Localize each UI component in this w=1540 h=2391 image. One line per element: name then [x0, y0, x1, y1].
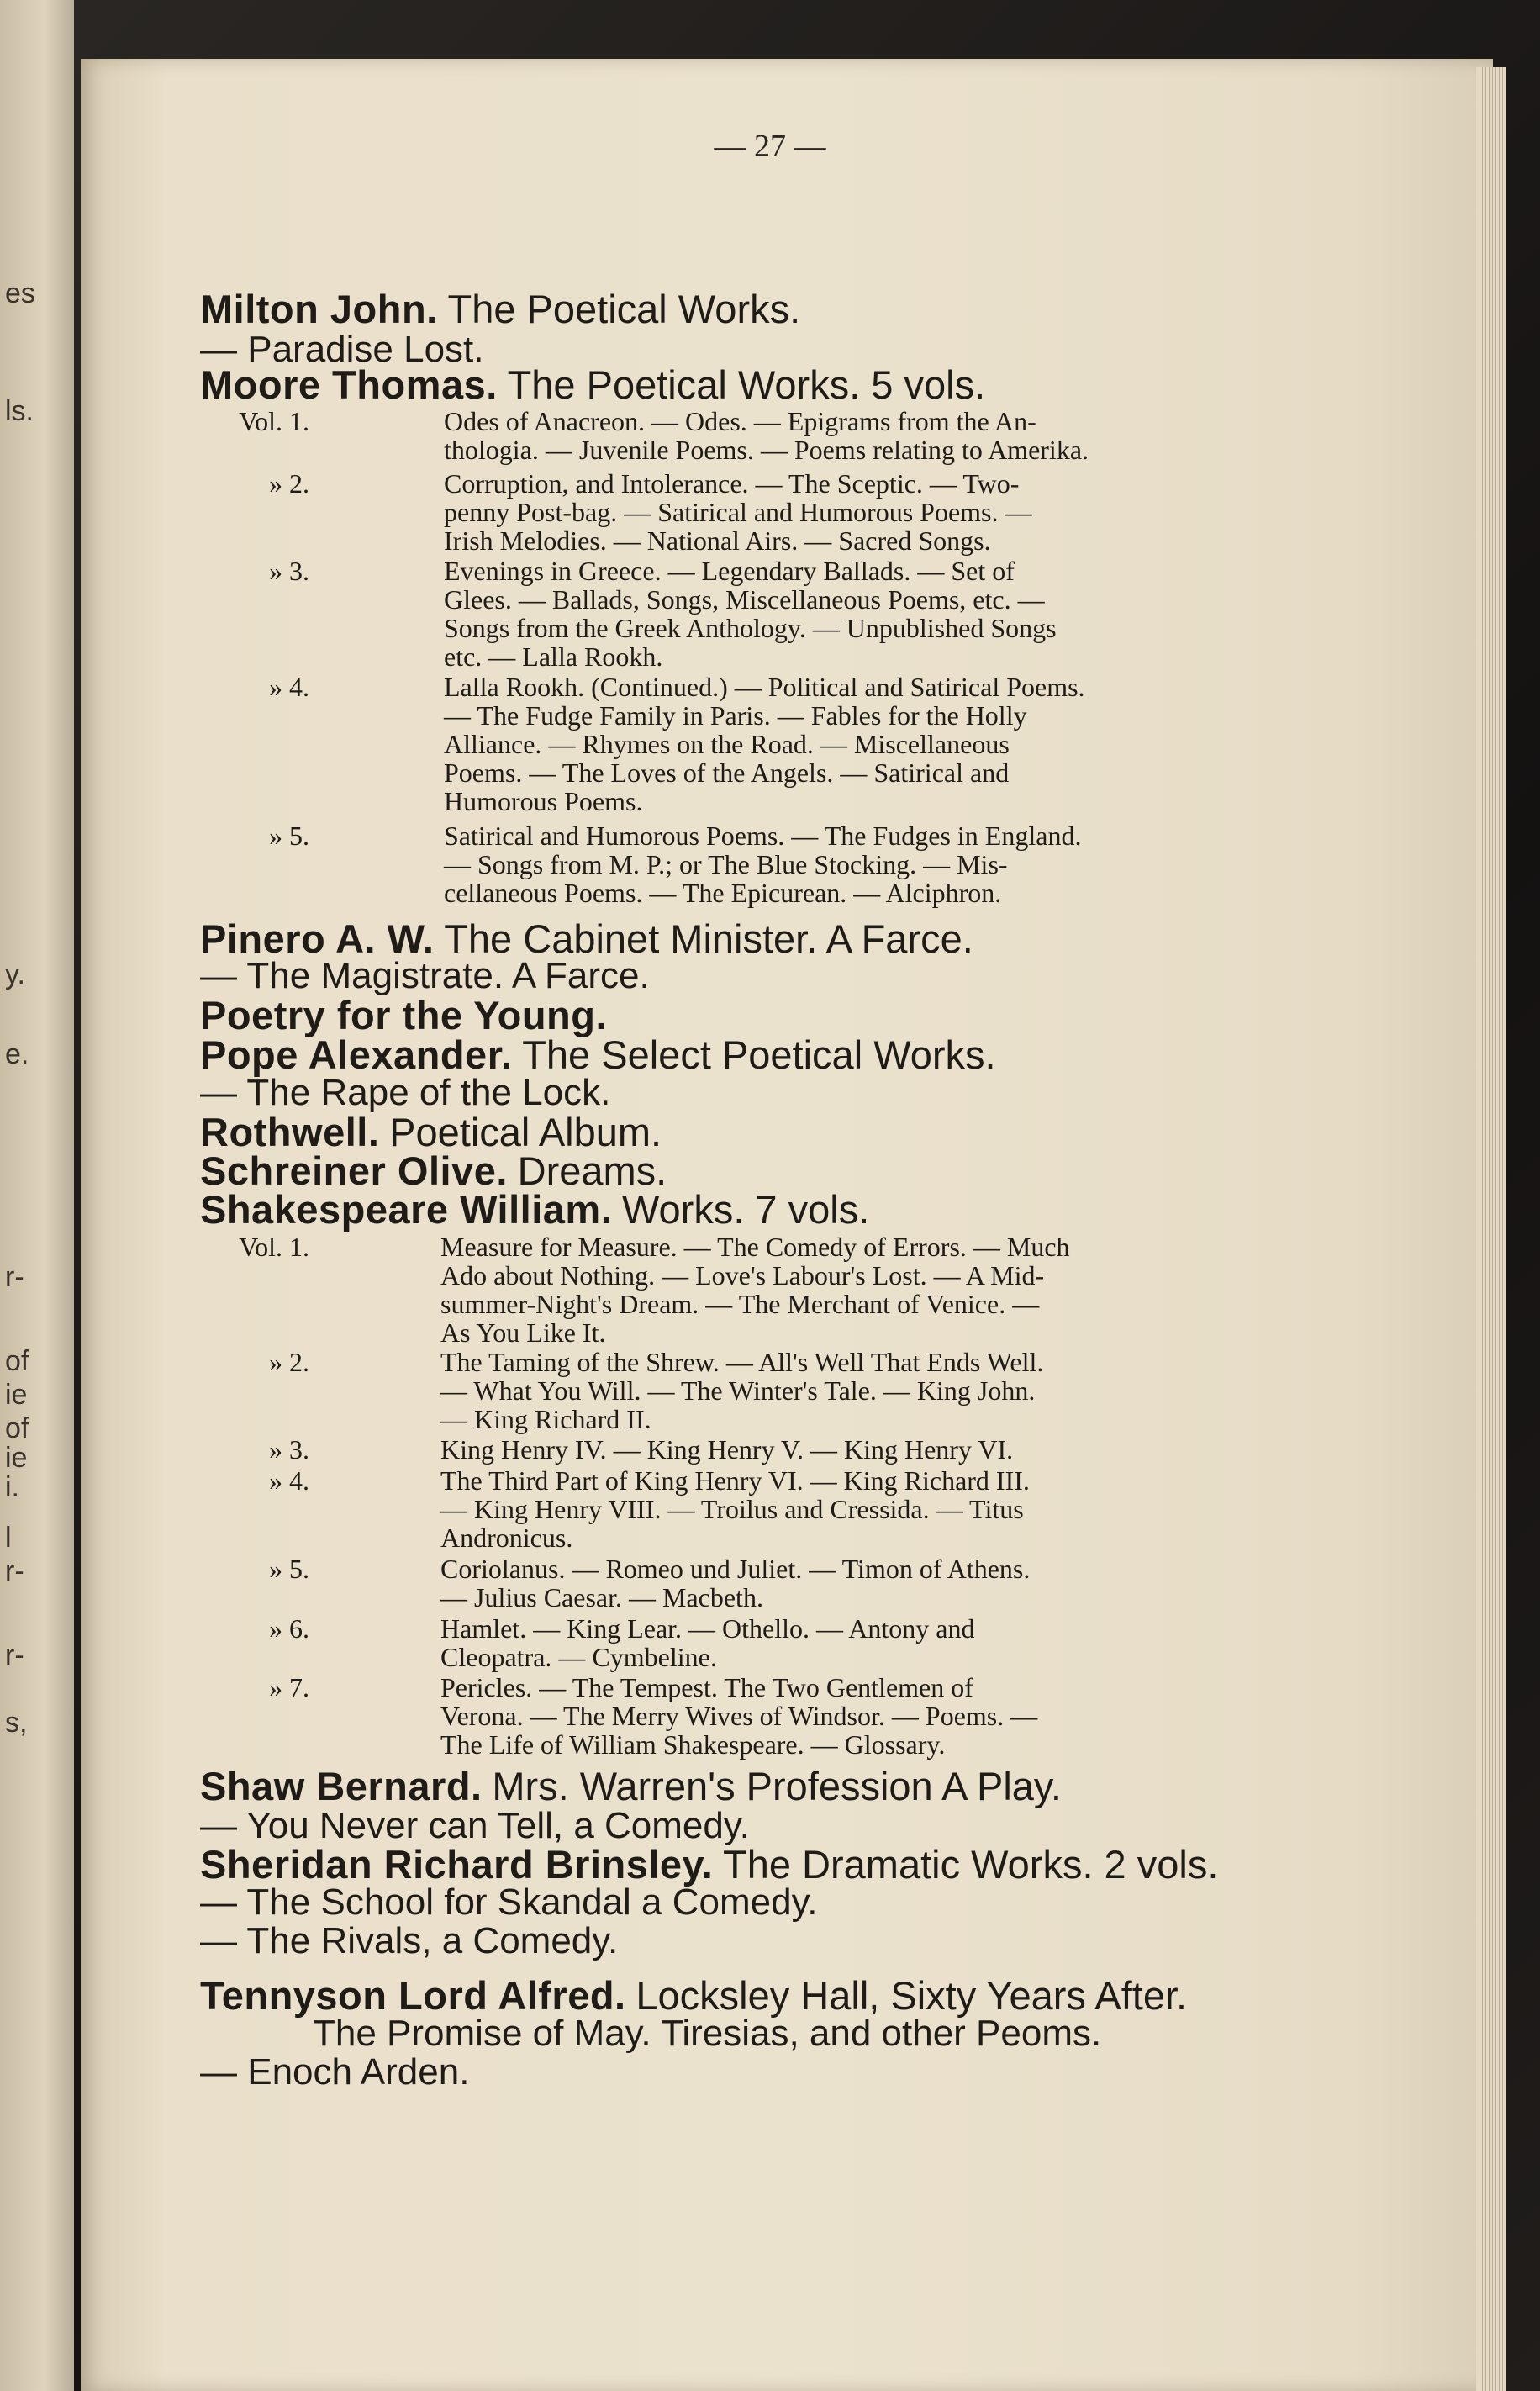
entry-title: Works. 7 vols.	[622, 1187, 870, 1232]
vol-line: The Life of William Shakespeare. — Glossary.	[440, 1729, 946, 1760]
entry-moore	[200, 364, 985, 407]
vol-text	[444, 407, 1089, 464]
vol-line: Glees. — Ballads, Songs, Miscellaneous Poems, etc. —	[444, 584, 1045, 615]
vol-line: cellaneous Poems. — The Epicurean. — Alciphron.	[444, 878, 1002, 908]
entry-author: Poetry for the Young.	[200, 993, 608, 1037]
left-page-edge	[0, 0, 74, 2391]
vol-label: » 3.	[269, 556, 309, 586]
entry-author: Moore Thomas.	[200, 362, 498, 407]
entry-author: Shakespeare William.	[200, 1187, 613, 1232]
vol-label: » 5.	[269, 821, 309, 851]
vol-label: » 2.	[269, 468, 309, 499]
vol-text	[444, 557, 1057, 671]
vol-label: » 3.	[269, 1434, 309, 1465]
margin-fragment: r-	[5, 1555, 24, 1587]
vol-text	[440, 1232, 1070, 1347]
vol-text	[444, 673, 1085, 815]
entry-sub-tennyson-1: The Promise of May. Tiresias, and other Peoms.	[313, 2013, 1102, 2054]
entry-title: Locksley Hall, Sixty Years After.	[636, 1973, 1188, 2018]
entry-title: The Cabinet Minister. A Farce.	[444, 916, 973, 961]
margin-fragment: i.	[5, 1471, 19, 1503]
entry-title: The Poetical Works. 5 vols.	[507, 362, 986, 407]
vol-label: Vol. 1.	[239, 1232, 309, 1262]
entry-title: Dreams.	[517, 1148, 667, 1193]
vol-line: — What You Will. — The Winter's Tale. — King John.	[440, 1375, 1036, 1406]
entry-sheridan	[200, 1844, 1218, 1887]
margin-fragment: ie	[5, 1442, 28, 1474]
vol-line: The Third Part of King Henry VI. — King Richard III.	[440, 1465, 1030, 1496]
vol-text	[444, 469, 1031, 555]
entry-title: The Dramatic Works. 2 vols.	[723, 1842, 1219, 1887]
vol-line: Cleopatra. — Cymbeline.	[440, 1642, 717, 1672]
vol-line: Pericles. — The Tempest. The Two Gentlemen of	[440, 1672, 973, 1702]
entry-sub-pope: — The Rape of the Lock.	[200, 1072, 611, 1113]
entry-author: Pope Alexander.	[200, 1032, 513, 1077]
vol-line: The Taming of the Shrew. — All's Well That Ends Well.	[440, 1347, 1044, 1377]
entry-sub-tennyson-2: — Enoch Arden.	[200, 2051, 470, 2093]
entry-milton	[200, 288, 800, 331]
entry-shaw	[200, 1766, 1062, 1808]
vol-line: Irish Melodies. — National Airs. — Sacred Songs.	[444, 525, 991, 556]
margin-fragment: ie	[5, 1379, 28, 1411]
entry-sub-sheridan-1: — The School for Skandal a Comedy.	[200, 1882, 818, 1923]
vol-line: Coriolanus. — Romeo und Juliet. — Timon of Athens.	[440, 1554, 1031, 1584]
vol-label: » 6.	[269, 1613, 309, 1644]
vol-label: » 2.	[269, 1347, 309, 1377]
entry-title: The Poetical Works.	[447, 287, 801, 331]
entry-author: Milton John.	[200, 287, 438, 331]
vol-text	[440, 1435, 1013, 1464]
entry-sub-shaw: — You Never can Tell, a Comedy.	[200, 1805, 750, 1846]
entry-author: Pinero A. W.	[200, 916, 435, 961]
vol-text	[440, 1466, 1030, 1552]
entry-tennyson	[200, 1975, 1187, 2018]
entry-author: Tennyson Lord Alfred.	[200, 1973, 626, 2018]
entry-title: Poetical Album.	[389, 1110, 662, 1154]
vol-line: Evenings in Greece. — Legendary Ballads. — Set of	[444, 556, 1015, 586]
vol-line: summer-Night's Dream. — The Merchant of Venice. —	[440, 1289, 1040, 1319]
vol-line: Odes of Anacreon. — Odes. — Epigrams from the An-	[444, 406, 1036, 436]
vol-label: » 5.	[269, 1554, 309, 1584]
margin-fragment: s,	[5, 1707, 28, 1739]
vol-text	[440, 1614, 974, 1671]
vol-line: Measure for Measure. — The Comedy of Errors. — Much	[440, 1232, 1070, 1262]
vol-line: etc. — Lalla Rookh.	[444, 641, 663, 672]
entry-shakespeare	[200, 1189, 869, 1232]
vol-line: Alliance. — Rhymes on the Road. — Miscellaneous	[444, 729, 1010, 759]
margin-fragment: of	[5, 1412, 29, 1444]
vol-label: Vol. 1.	[239, 406, 309, 436]
entry-sub-pinero: — The Magistrate. A Farce.	[200, 955, 650, 996]
entry-sub-sheridan-2: — The Rivals, a Comedy.	[200, 1920, 619, 1961]
vol-text	[440, 1673, 1037, 1759]
entry-author: Rothwell.	[200, 1110, 380, 1154]
vol-line: King Henry IV. — King Henry V. — King Henry VI.	[440, 1434, 1014, 1465]
vol-text	[440, 1348, 1043, 1433]
vol-text	[440, 1554, 1030, 1612]
vol-line: — King Richard II.	[440, 1404, 651, 1434]
vol-line: — Songs from M. P.; or The Blue Stocking. — Mis-	[444, 849, 1008, 879]
vol-line: Songs from the Greek Anthology. — Unpublished Songs	[444, 613, 1057, 643]
vol-label: » 4.	[269, 1465, 309, 1496]
margin-fragment: r-	[5, 1261, 24, 1293]
entry-author: Shaw Bernard.	[200, 1764, 483, 1808]
vol-text	[444, 821, 1081, 907]
vol-line: Verona. — The Merry Wives of Windsor. — Poems. —	[440, 1701, 1038, 1731]
vol-line: — The Fudge Family in Paris. — Fables for the Holly	[444, 700, 1027, 731]
vol-line: Satirical and Humorous Poems. — The Fudges in England.	[444, 821, 1082, 851]
vol-line: Poems. — The Loves of the Angels. — Satirical and	[444, 757, 1010, 788]
vol-line: Lalla Rookh. (Continued.) — Political and Satirical Poems.	[444, 672, 1085, 702]
entry-author: Sheridan Richard Brinsley.	[200, 1842, 714, 1887]
vol-label: » 7.	[269, 1672, 309, 1702]
vol-line: penny Post-bag. — Satirical and Humorous Poems. —	[444, 497, 1032, 527]
margin-fragment: e.	[5, 1038, 29, 1070]
entry-title: Mrs. Warren's Profession A Play.	[492, 1764, 1062, 1808]
entry-pope	[200, 1034, 996, 1077]
vol-line: thologia. — Juvenile Poems. — Poems relating to Amerika.	[444, 435, 1089, 465]
margin-fragment: y.	[5, 958, 25, 990]
vol-line: Andronicus.	[440, 1523, 573, 1553]
margin-fragment: r-	[5, 1639, 24, 1671]
vol-label: » 4.	[269, 672, 309, 702]
page-number: — 27 —	[714, 129, 826, 164]
entry-sub-milton: — Paradise Lost.	[200, 329, 484, 370]
margin-fragment: es	[5, 277, 35, 309]
vol-line: — King Henry VIII. — Troilus and Cressida. — Titus	[440, 1494, 1024, 1524]
entry-title: The Select Poetical Works.	[522, 1032, 996, 1077]
margin-fragment: of	[5, 1345, 29, 1377]
margin-fragment: l	[5, 1522, 12, 1554]
vol-line: — Julius Caesar. — Macbeth.	[440, 1582, 763, 1612]
entry-author: Schreiner Olive.	[200, 1148, 508, 1193]
entry-poetry-young	[200, 995, 607, 1037]
margin-fragment: ls.	[5, 395, 34, 427]
vol-line: Humorous Poems.	[444, 786, 643, 816]
vol-line: Hamlet. — King Lear. — Othello. — Antony and	[440, 1613, 975, 1644]
page-stack-edge	[1476, 67, 1506, 2391]
vol-line: As You Like It.	[440, 1317, 606, 1348]
vol-line: Corruption, and Intolerance. — The Sceptic. — Two-	[444, 468, 1020, 499]
vol-line: Ado about Nothing. — Love's Labour's Lost. — A Mid-	[440, 1260, 1045, 1291]
